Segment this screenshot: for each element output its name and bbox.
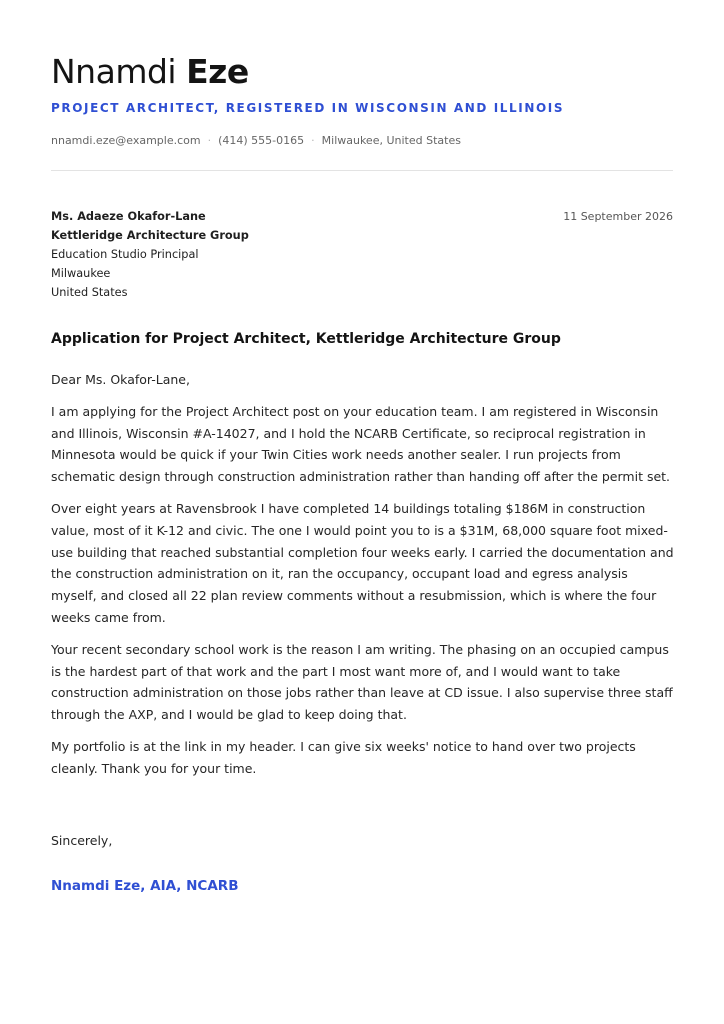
recipient-country: United States (51, 286, 128, 299)
recipient-city: Milwaukee (51, 267, 111, 280)
applicant-name (51, 52, 249, 92)
contact-separator: · (311, 134, 315, 147)
body-paragraph: Your recent secondary school work is the reason I am writing. The phasing on an occupied campus is the hardest part of that work and the part I most want more of, and I would want to take construction administration on those jobs rather than leave at CD issue. I also supervise three staff through the AXP, and I would be glad to keep doing that. (51, 641, 673, 723)
header-divider (51, 170, 673, 171)
recipient-title: Education Studio Principal (51, 248, 199, 261)
contact-email[interactable]: nnamdi.eze@example.com (51, 134, 201, 147)
contact-line (51, 133, 461, 149)
signature: Nnamdi Eze, AIA, NCARB (51, 878, 239, 894)
applicant-tagline: PROJECT ARCHITECT, REGISTERED IN WISCONSIN AND ILLINOIS (51, 101, 565, 115)
recipient-name: Ms. Adaeze Okafor-Lane (51, 210, 206, 223)
contact-separator: · (207, 134, 212, 147)
letter-subject: Application for Project Architect, Kettleridge Architecture Group (51, 331, 561, 347)
body-paragraph: Over eight years at Ravensbrook I have completed 14 buildings totaling $186M in construction value, most of it K-12 and civic. The one I would point you to is a $31M, 68,000 square foot mixed-use building that reached substantial completion four weeks early. I carried the documentation and the construction administration on it, ran the occupancy, occupant load and egress analysis myself, and closed all 22 plan review comments without a resubmission, which is where the four weeks came from. (51, 500, 674, 625)
letter-date: 11 September 2026 (563, 210, 673, 223)
closing: Sincerely, (51, 833, 113, 848)
salutation: Dear Ms. Okafor-Lane, (51, 372, 190, 387)
recipient-company: Kettleridge Architecture Group (51, 229, 249, 242)
contact-location: Milwaukee, United States (321, 134, 461, 147)
applicant-first-name: Nnamdi (51, 52, 177, 91)
recipient-block (51, 207, 249, 302)
body-paragraph: I am applying for the Project Architect post on your education team. I am registered in Wisconsin and Illinois, Wisconsin #A-14027, and I hold the NCARB Certificate, so reciprocal registration in Minnesota would be quick if your Twin Cities work needs another sealer. I run projects from schematic design through construction administration rather than handing off after the permit set. (51, 403, 671, 485)
applicant-last-name: Eze (186, 52, 249, 91)
letter-body (51, 369, 675, 790)
body-paragraph: My portfolio is at the link in my header. I can give six weeks' notice to hand over two projects cleanly. Thank you for your time. (51, 738, 636, 776)
contact-phone[interactable]: (414) 555-0165 (218, 134, 305, 147)
